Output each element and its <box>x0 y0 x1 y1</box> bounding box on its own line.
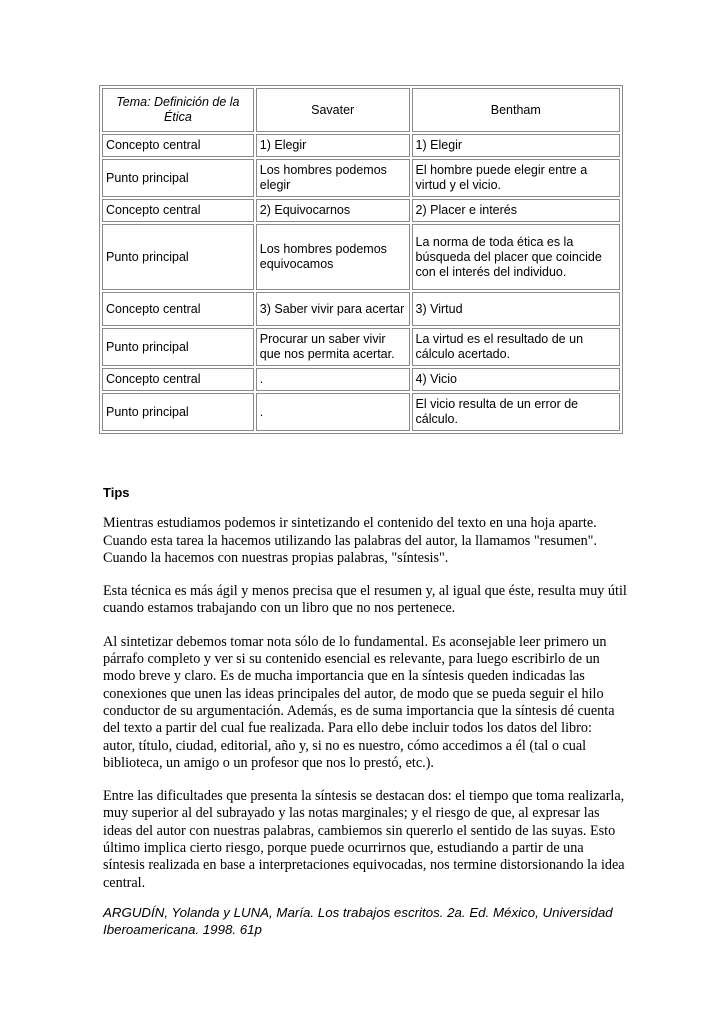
savater-cell: Los hombres podemos elegir <box>256 159 410 197</box>
bentham-cell: La norma de toda ética es la búsqueda del placer que coincide con el interés del individuo. <box>412 224 620 290</box>
table-header-row <box>102 88 620 132</box>
bentham-cell: 4) Vicio <box>412 368 620 391</box>
table-row <box>102 393 620 431</box>
bibliographic-reference: ARGUDÍN, Yolanda y LUNA, María. Los trabajos escritos. 2a. Ed. México, Universidad Iberoamericana. 1998. 61p <box>103 904 613 937</box>
table-row <box>102 224 620 290</box>
savater-cell: . <box>256 393 410 431</box>
comparison-table-container <box>99 85 623 434</box>
table-row <box>102 134 620 157</box>
tips-heading: Tips <box>103 485 130 500</box>
row-label: Concepto central <box>102 199 254 222</box>
bentham-cell: El hombre puede elegir entre a virtud y el vicio. <box>412 159 620 197</box>
table-row <box>102 328 620 366</box>
table-row <box>102 292 620 326</box>
row-label: Concepto central <box>102 292 254 326</box>
table-topic-header: Tema: Definición de la Ética <box>102 88 254 132</box>
savater-cell: . <box>256 368 410 391</box>
paragraph: Al sintetizar debemos tomar nota sólo de lo fundamental. Es aconsejable leer primero un párrafo completo y ver si su contenido esencial es relevante, para luego escribirlo de un modo breve y claro. Es de mucha importancia que en la síntesis queden indicadas las conexiones que unen las ideas principales del autor, de modo que se pueda seguir el hilo conductor de su argumentación. Además, es de suma importancia que la síntesis dé cuenta del texto a partir del cual fue realizada. Para ello debe incluir todos los datos del libro: autor, título, ciudad, editorial, año y, si no es nuestro, cómo accedimos a él (tal o cual biblioteca, un amigo o un profesor que nos lo prestó, etc.). <box>103 633 615 771</box>
row-label: Punto principal <box>102 159 254 197</box>
row-label: Punto principal <box>102 224 254 290</box>
bentham-cell: El vicio resulta de un error de cálculo. <box>412 393 620 431</box>
row-label: Punto principal <box>102 393 254 431</box>
savater-cell: Procurar un saber vivir que nos permita acertar. <box>256 328 410 366</box>
table-header-bentham: Bentham <box>412 88 620 132</box>
bentham-cell: La virtud es el resultado de un cálculo acertado. <box>412 328 620 366</box>
comparison-table <box>99 85 623 434</box>
table-header-savater: Savater <box>256 88 410 132</box>
bentham-cell: 2) Placer e interés <box>412 199 620 222</box>
savater-cell: Los hombres podemos equivocamos <box>256 224 410 290</box>
row-label: Concepto central <box>102 134 254 157</box>
paragraph: Esta técnica es más ágil y menos precisa que el resumen y, al igual que éste, resulta muy útil cuando estamos trabajando con un libro que no nos pertenece. <box>103 583 627 617</box>
savater-cell: 3) Saber vivir para acertar <box>256 292 410 326</box>
paragraph: Mientras estudiamos podemos ir sintetizando el contenido del texto en una hoja aparte. Cuando esta tarea la hacemos utilizando las palabras del autor, la llamamos "resumen". Cuando la hacemos con nuestras propias palabras, "síntesis". <box>103 515 598 566</box>
row-label: Concepto central <box>102 368 254 391</box>
table-row <box>102 159 620 197</box>
bentham-cell: 3) Virtud <box>412 292 620 326</box>
tips-section <box>103 484 627 938</box>
row-label: Punto principal <box>102 328 254 366</box>
paragraph: Entre las dificultades que presenta la síntesis se destacan dos: el tiempo que toma realizarla, muy superior al del subrayado y las notas marginales; y el riesgo de que, al expresar las ideas del autor con nuestras palabras, cambiemos sin quererlo el sentido de las suyas. Esto último implica cierto riesgo, porque puede ocurrirnos que, estudiando a partir de una síntesis realizada en base a interpretaciones equivocadas, nos termine distorsionando la idea central. <box>103 788 625 891</box>
bentham-cell: 1) Elegir <box>412 134 620 157</box>
savater-cell: 2) Equivocarnos <box>256 199 410 222</box>
savater-cell: 1) Elegir <box>256 134 410 157</box>
table-row <box>102 368 620 391</box>
table-row <box>102 199 620 222</box>
